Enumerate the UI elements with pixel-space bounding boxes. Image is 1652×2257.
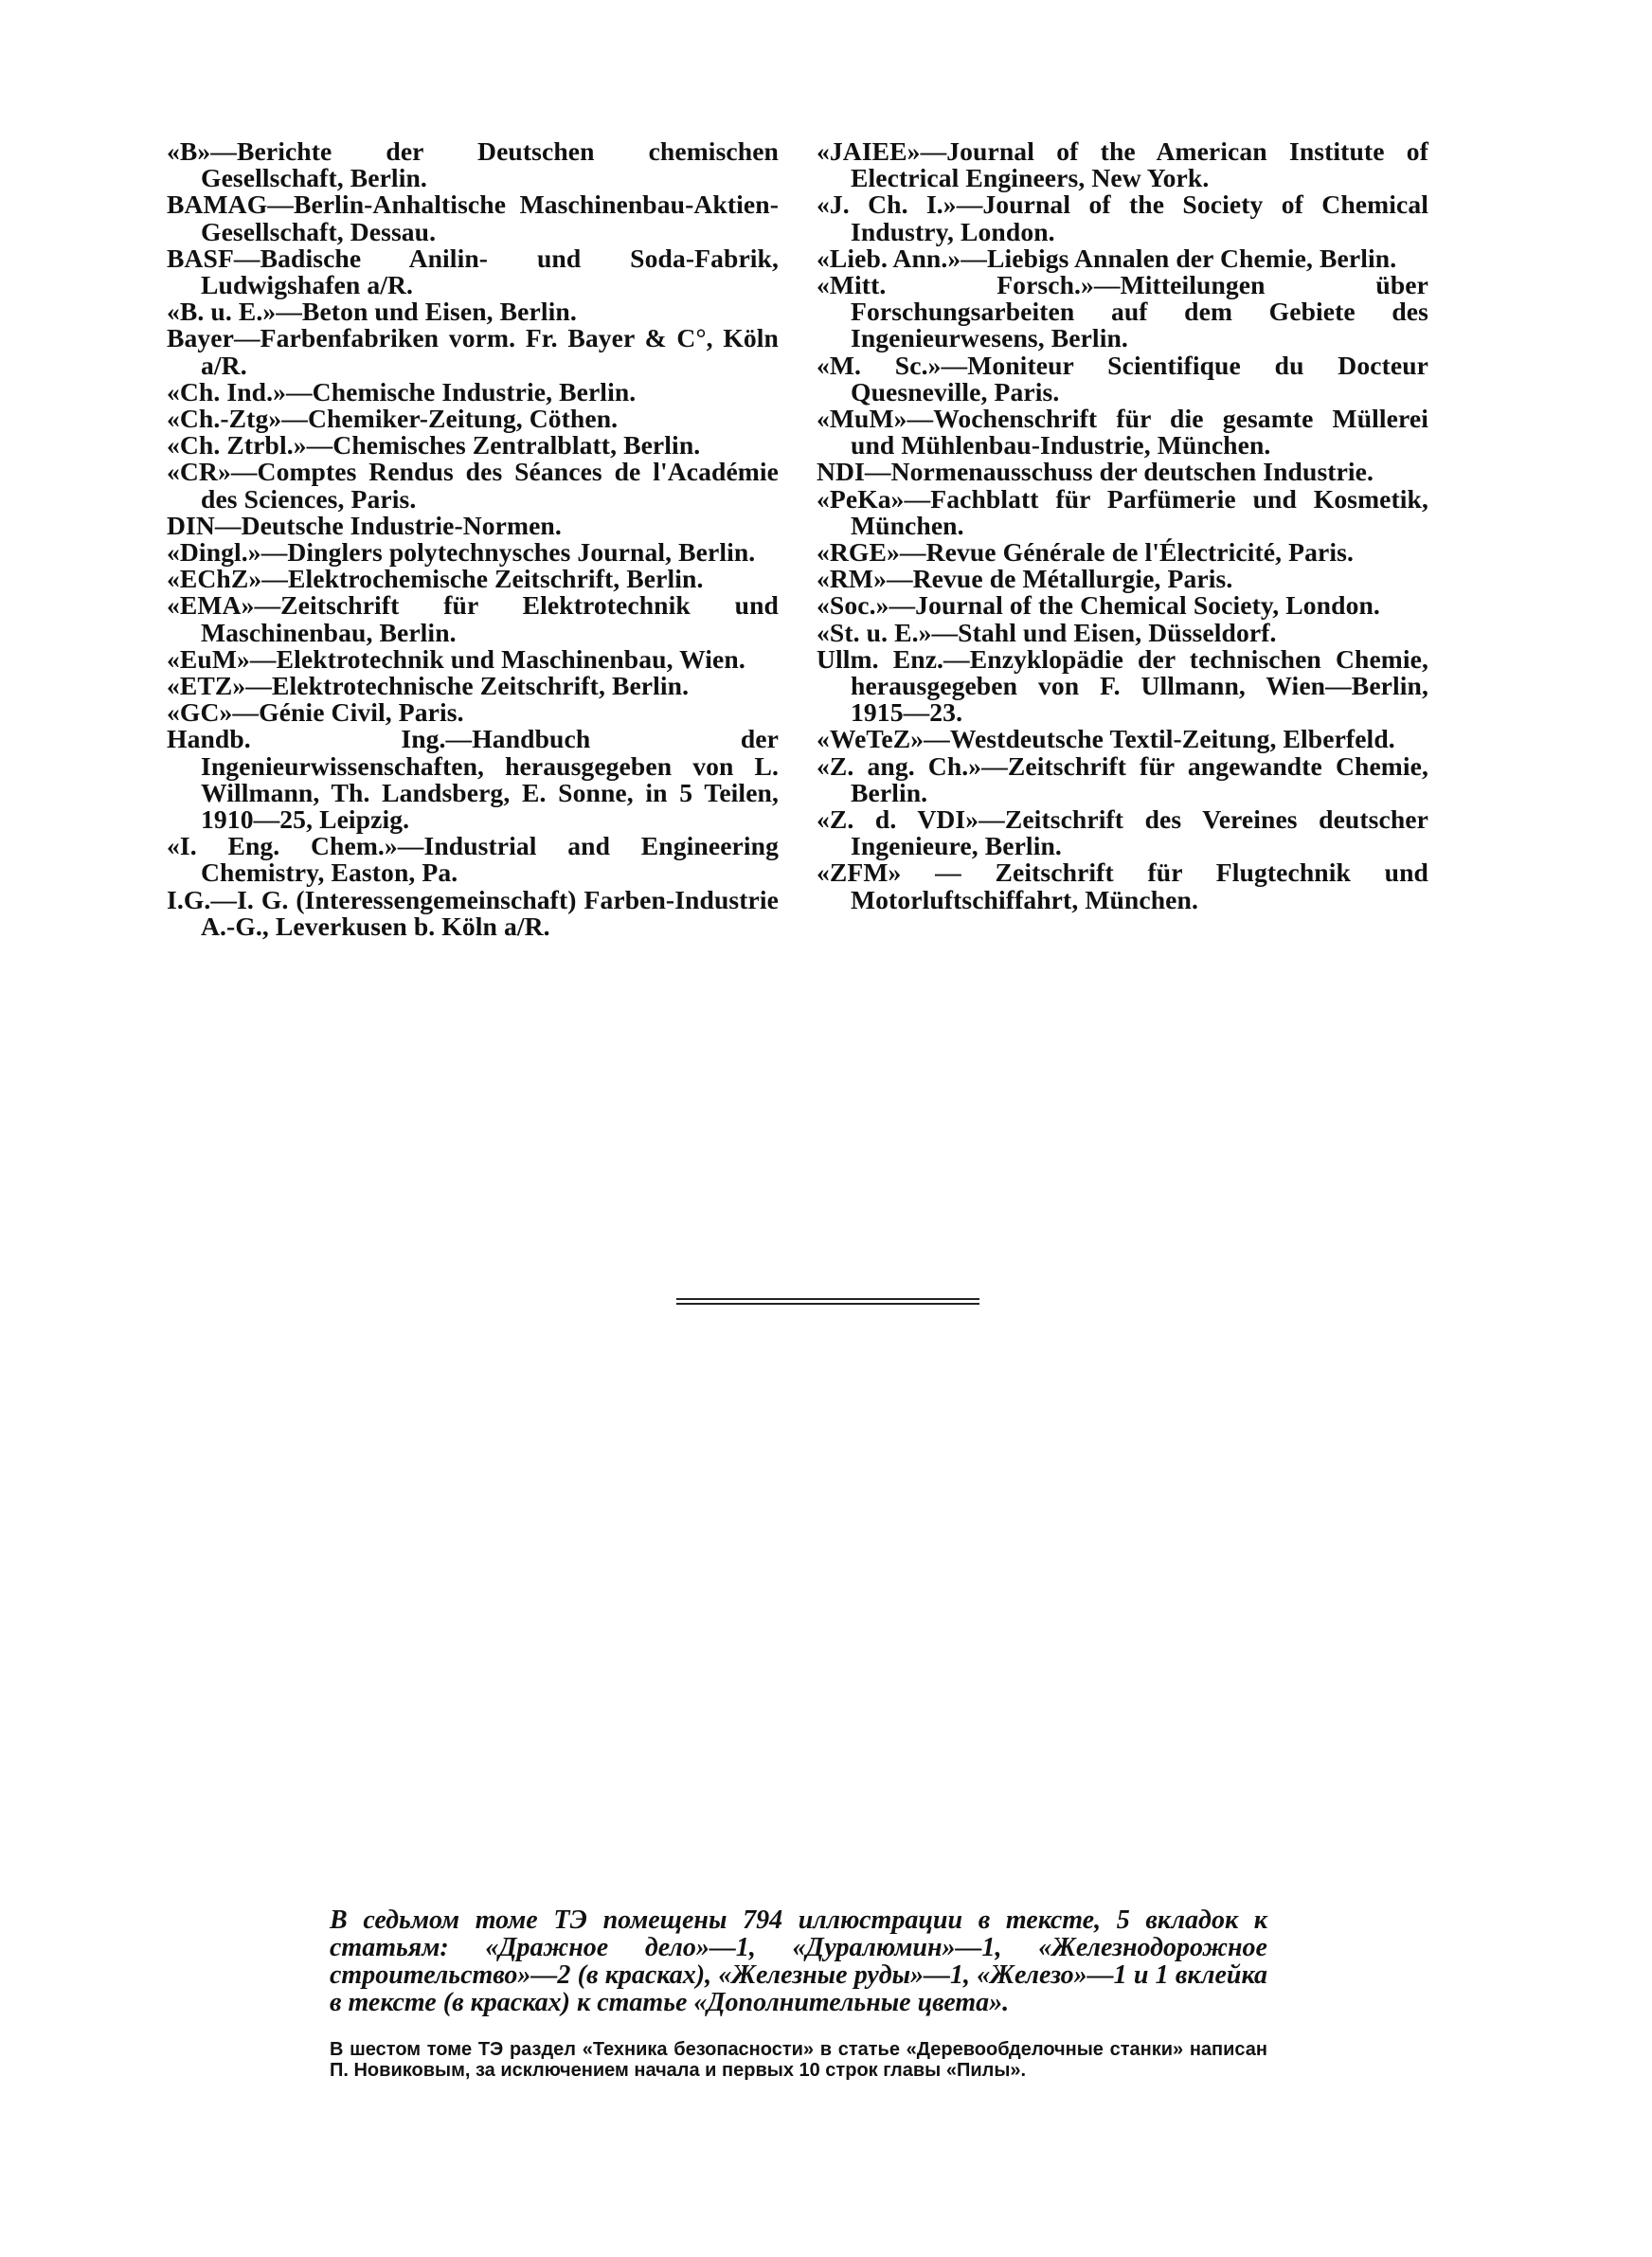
abbreviation-entry: «PeKa»—Fachblatt für Parfümerie und Kosmetik, München. bbox=[817, 483, 1428, 540]
abbreviation-entry: «Ch. Ind.»—Chemische Industrie, Berlin. bbox=[167, 376, 637, 406]
abbreviation-entry: DIN—Deutsche Industrie-Normen. bbox=[167, 510, 562, 540]
abbreviation-entry: «St. u. E.»—Stahl und Eisen, Düsseldorf. bbox=[817, 617, 1277, 647]
abbreviation-entry: I.G.—I. G. (Interessengemeinschaft) Farben-Industrie A.-G., Leverkusen b. Köln a/R. bbox=[167, 884, 779, 941]
abbreviation-entry: «ZFM» — Zeitschrift für Flugtechnik und Motorluftschiffahrt, München. bbox=[817, 858, 1428, 914]
abbreviation-entry: «EMA»—Zeitschrift für Elektrotechnik und Maschinenbau, Berlin. bbox=[167, 590, 779, 647]
abbreviation-entry: «EuM»—Elektrotechnik und Maschinenbau, Wien. bbox=[167, 643, 745, 674]
abbreviation-entry: «B. u. E.»—Beton und Eisen, Berlin. bbox=[167, 297, 577, 327]
abbreviation-entry: «RM»—Revue de Métallurgie, Paris. bbox=[817, 564, 1233, 594]
abbreviation-entry: «JAIEE»—Journal of the American Institute of Electrical Engineers, New York. bbox=[817, 136, 1428, 193]
abbreviation-entry: «J. Ch. I.»—Journal of the Society of Chemical Industry, London. bbox=[817, 190, 1428, 246]
authorship-note: В шестом томе ТЭ раздел «Техника безопасности» в статье «Деревообделочные станки» написан П. Новиковым, за исключением начала и первых 10 строк главы «Пилы». bbox=[330, 2039, 1267, 2081]
abbreviation-entry: NDI—Normenausschuss der deutschen Industrie. bbox=[817, 457, 1374, 487]
abbreviation-entry: «WeTeZ»—Westdeutsche Textil-Zeitung, Elberfeld. bbox=[817, 724, 1395, 754]
abbreviation-entry: «MuM»—Wochenschrift für die gesamte Müllerei und Mühlenbau-Industrie, München. bbox=[817, 404, 1428, 460]
abbreviation-entry: «RGE»—Revue Générale de l'Électricité, Paris. bbox=[817, 537, 1354, 568]
abbreviation-entry: «Z. d. VDI»—Zeitschrift des Vereines deutscher Ingenieure, Berlin. bbox=[817, 804, 1428, 861]
abbreviation-entry: Bayer—Farbenfabriken vorm. Fr. Bayer & C°, Köln a/R. bbox=[167, 323, 779, 380]
abbreviations-right-column bbox=[817, 138, 1428, 913]
abbreviation-entry: «GC»—Génie Civil, Paris. bbox=[167, 697, 464, 728]
abbreviation-entry: Handb. Ing.—Handbuch der Ingenieurwissenschaften, herausgegeben von L. Willmann, Th. Landsberg, E. Sonne, in 5 Teilen, 1910—25, Leipzig. bbox=[167, 724, 779, 835]
abbreviation-entry: «Z. ang. Ch.»—Zeitschrift für angewandte Chemie, Berlin. bbox=[817, 750, 1428, 807]
abbreviation-entry: BAMAG—Berlin-Anhaltische Maschinenbau-Aktien-Gesellschaft, Dessau. bbox=[167, 190, 779, 246]
abbreviation-entry: «Dingl.»—Dinglers polytechnysches Journal, Berlin. bbox=[167, 537, 756, 568]
abbreviations-left-column bbox=[167, 138, 779, 940]
abbreviation-entry: «Ch.-Ztg»—Chemiker-Zeitung, Cöthen. bbox=[167, 404, 619, 434]
abbreviation-entry: BASF—Badische Anilin- und Soda-Fabrik, Ludwigshafen a/R. bbox=[167, 243, 779, 300]
abbreviation-entry: «Soc.»—Journal of the Chemical Society, London. bbox=[817, 590, 1380, 621]
abbreviation-entry: «M. Sc.»—Moniteur Scientifique du Docteur Quesneville, Paris. bbox=[817, 350, 1428, 406]
abbreviation-entry: «ETZ»—Elektrotechnische Zeitschrift, Berlin. bbox=[167, 671, 690, 701]
abbreviation-entry: «I. Eng. Chem.»—Industrial and Engineering Chemistry, Easton, Pa. bbox=[167, 831, 779, 888]
abbreviation-entry: «CR»—Comptes Rendus des Séances de l'Académie des Sciences, Paris. bbox=[167, 457, 779, 514]
abbreviation-entry: «Mitt. Forsch.»—Mitteilungen über Forschungsarbeiten auf dem Gebiete des Ingenieurwesens, Berlin. bbox=[817, 270, 1428, 353]
abbreviation-entry: «EChZ»—Elektrochemische Zeitschrift, Berlin. bbox=[167, 564, 704, 594]
double-rule-divider bbox=[676, 1298, 979, 1305]
abbreviation-entry: «Ch. Ztrbl.»—Chemisches Zentralblatt, Berlin. bbox=[167, 430, 701, 460]
illustrations-note: В седьмом томе ТЭ помещены 794 иллюстрации в тексте, 5 вкладок к статьям: «Дражное дело»—1, «Дуралюмин»—1, «Железнодорожное строительство»—2 (в красках), «Железные руды»—1, «Железо»—1 и 1 вклейка в тексте (в красках) к статье «Дополнительные цвета». bbox=[330, 1905, 1267, 2017]
abbreviation-entry: Ullm. Enz.—Enzyklopädie der technischen Chemie, herausgegeben von F. Ullmann, Wien—Berlin, 1915—23. bbox=[817, 643, 1428, 728]
abbreviation-entry: «Lieb. Ann.»—Liebigs Annalen der Chemie, Berlin. bbox=[817, 243, 1397, 273]
abbreviation-entry: «B»—Berichte der Deutschen chemischen Gesellschaft, Berlin. bbox=[167, 136, 779, 193]
